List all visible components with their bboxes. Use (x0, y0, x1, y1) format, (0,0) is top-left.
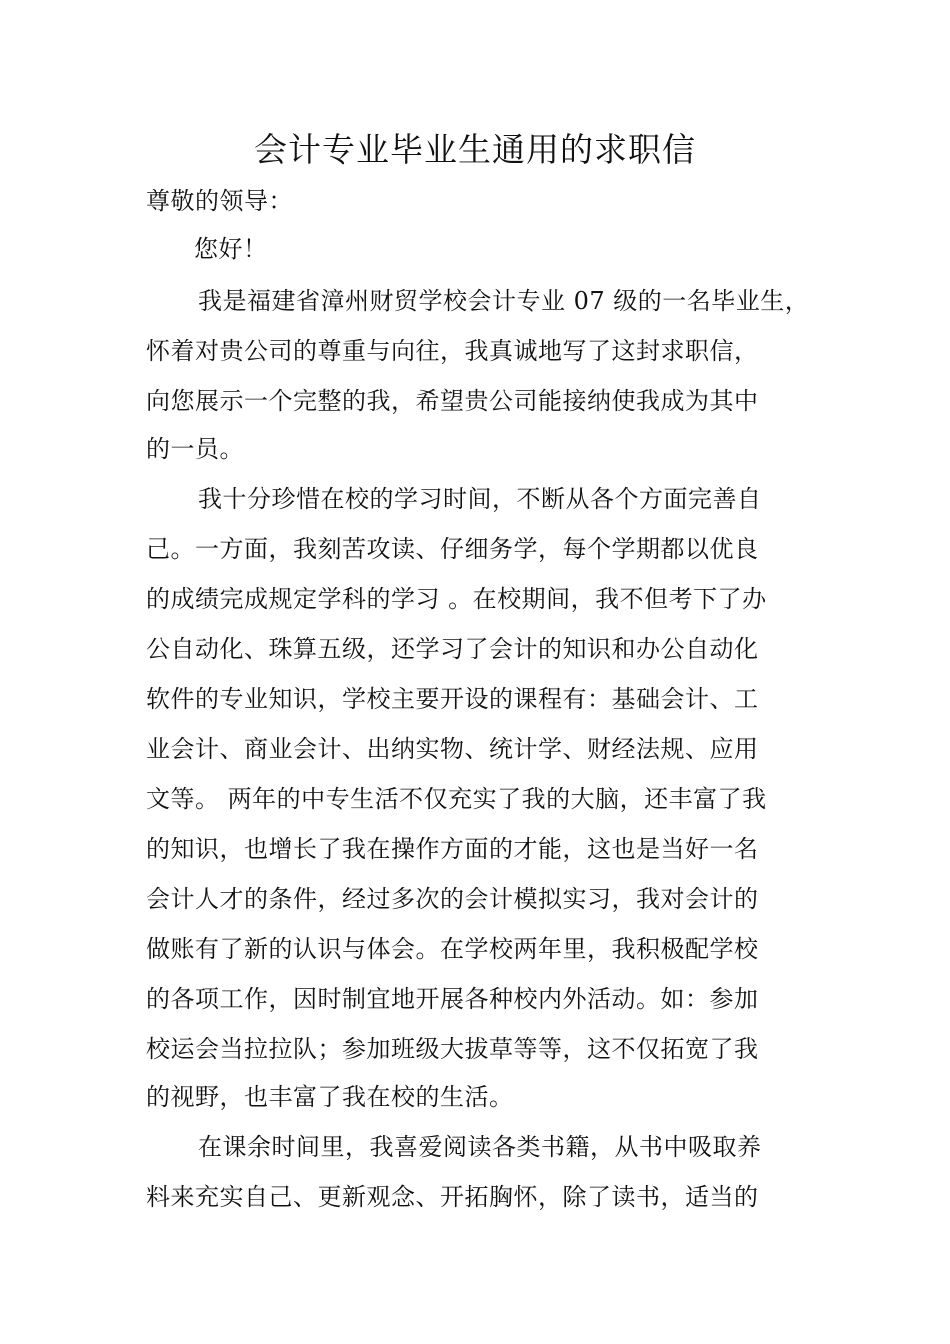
body-line: 我是福建省漳州财贸学校会计专业 07 级的一名毕业生， (198, 287, 810, 315)
body-line: 己。一方面，我刻苦攻读、仔细务学，每个学期都以优良 (146, 535, 759, 563)
body-line: 怀着对贵公司的尊重与向往，我真诚地写了这封求职信， (146, 337, 759, 365)
body-line: 在课余时间里，我喜爱阅读各类书籍，从书中吸取养 (198, 1133, 762, 1161)
body-line: 的各项工作，因时制宜地开展各种校内外活动。如：参加 (146, 985, 759, 1013)
body-line: 校运会当拉拉队；参加班级大拔草等等，这不仅拓宽了我 (146, 1035, 759, 1063)
body-line: 会计人才的条件，经过多次的会计模拟实习，我对会计的 (146, 885, 759, 913)
body-line: 软件的专业知识，学校主要开设的课程有：基础会计、工 (146, 685, 759, 713)
body-line: 向您展示一个完整的我，希望贵公司能接纳使我成为其中 (146, 387, 759, 415)
body-line: 业会计、商业会计、出纳实物、统计学、财经法规、应用 (146, 735, 759, 763)
body-line: 公自动化、珠算五级，还学习了会计的知识和办公自动化 (146, 635, 759, 663)
body-line: 我十分珍惜在校的学习时间，不断从各个方面完善自 (198, 485, 762, 513)
body-line: 的成绩完成规定学科的学习 。在校期间，我不但考下了办 (146, 585, 767, 613)
body-line: 做账有了新的认识与体会。在学校两年里，我积极配学校 (146, 935, 759, 963)
body-line: 的知识，也增长了我在操作方面的才能，这也是当好一名 (146, 835, 759, 863)
body-line: 的视野，也丰富了我在校的生活。 (146, 1083, 514, 1111)
body-line: 文等。 两年的中专生活不仅充实了我的大脑，还丰富了我 (146, 785, 767, 813)
body-line: 的一员。 (146, 435, 244, 463)
greeting: 您好！ (194, 235, 268, 263)
body-line: 料来充实自己、更新观念、开拓胸怀，除了读书，适当的 (146, 1183, 759, 1211)
document-title: 会计专业毕业生通用的求职信 (254, 130, 696, 169)
salutation: 尊敬的领导： (146, 187, 293, 215)
